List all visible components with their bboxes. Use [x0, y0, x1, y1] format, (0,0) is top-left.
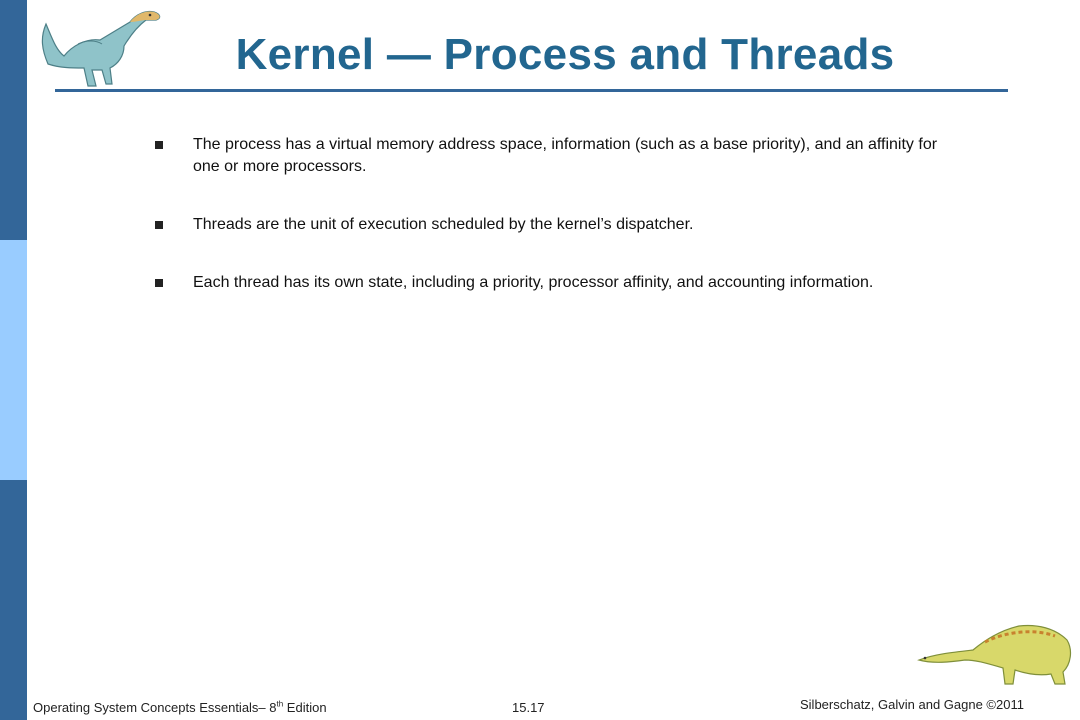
bullet-square-icon	[155, 221, 163, 229]
list-item	[155, 214, 945, 236]
footer-page-number: 15.17	[512, 700, 545, 715]
bullet-list	[155, 134, 945, 294]
bullet-text: Threads are the unit of execution scheduled by the kernel’s dispatcher.	[193, 216, 694, 233]
bullet-text: The process has a virtual memory address space, information (such as a base priority), and an affinity for one or more processors.	[193, 136, 938, 175]
bullet-square-icon	[155, 279, 163, 287]
footer-authors: Silberschatz, Galvin and Gagne ©2011	[800, 697, 1024, 712]
footer-book-suffix: Edition	[283, 700, 327, 715]
footer-book-sup: th	[276, 699, 284, 709]
dinosaur-logo-icon	[38, 4, 164, 90]
footer-book-prefix: Operating System Concepts Essentials– 8	[33, 700, 277, 715]
bullet-square-icon	[155, 141, 163, 149]
list-item	[155, 134, 945, 178]
side-bar-highlight	[0, 240, 27, 480]
bullet-text: Each thread has its own state, including a priority, processor affinity, and accounting information.	[193, 274, 874, 291]
footer-book-title	[33, 700, 327, 715]
list-item	[155, 272, 945, 294]
title-divider	[55, 89, 1008, 92]
dinosaur-corner-icon	[915, 614, 1075, 686]
side-bar	[0, 0, 27, 720]
slide-title: Kernel — Process and Threads	[235, 30, 895, 79]
